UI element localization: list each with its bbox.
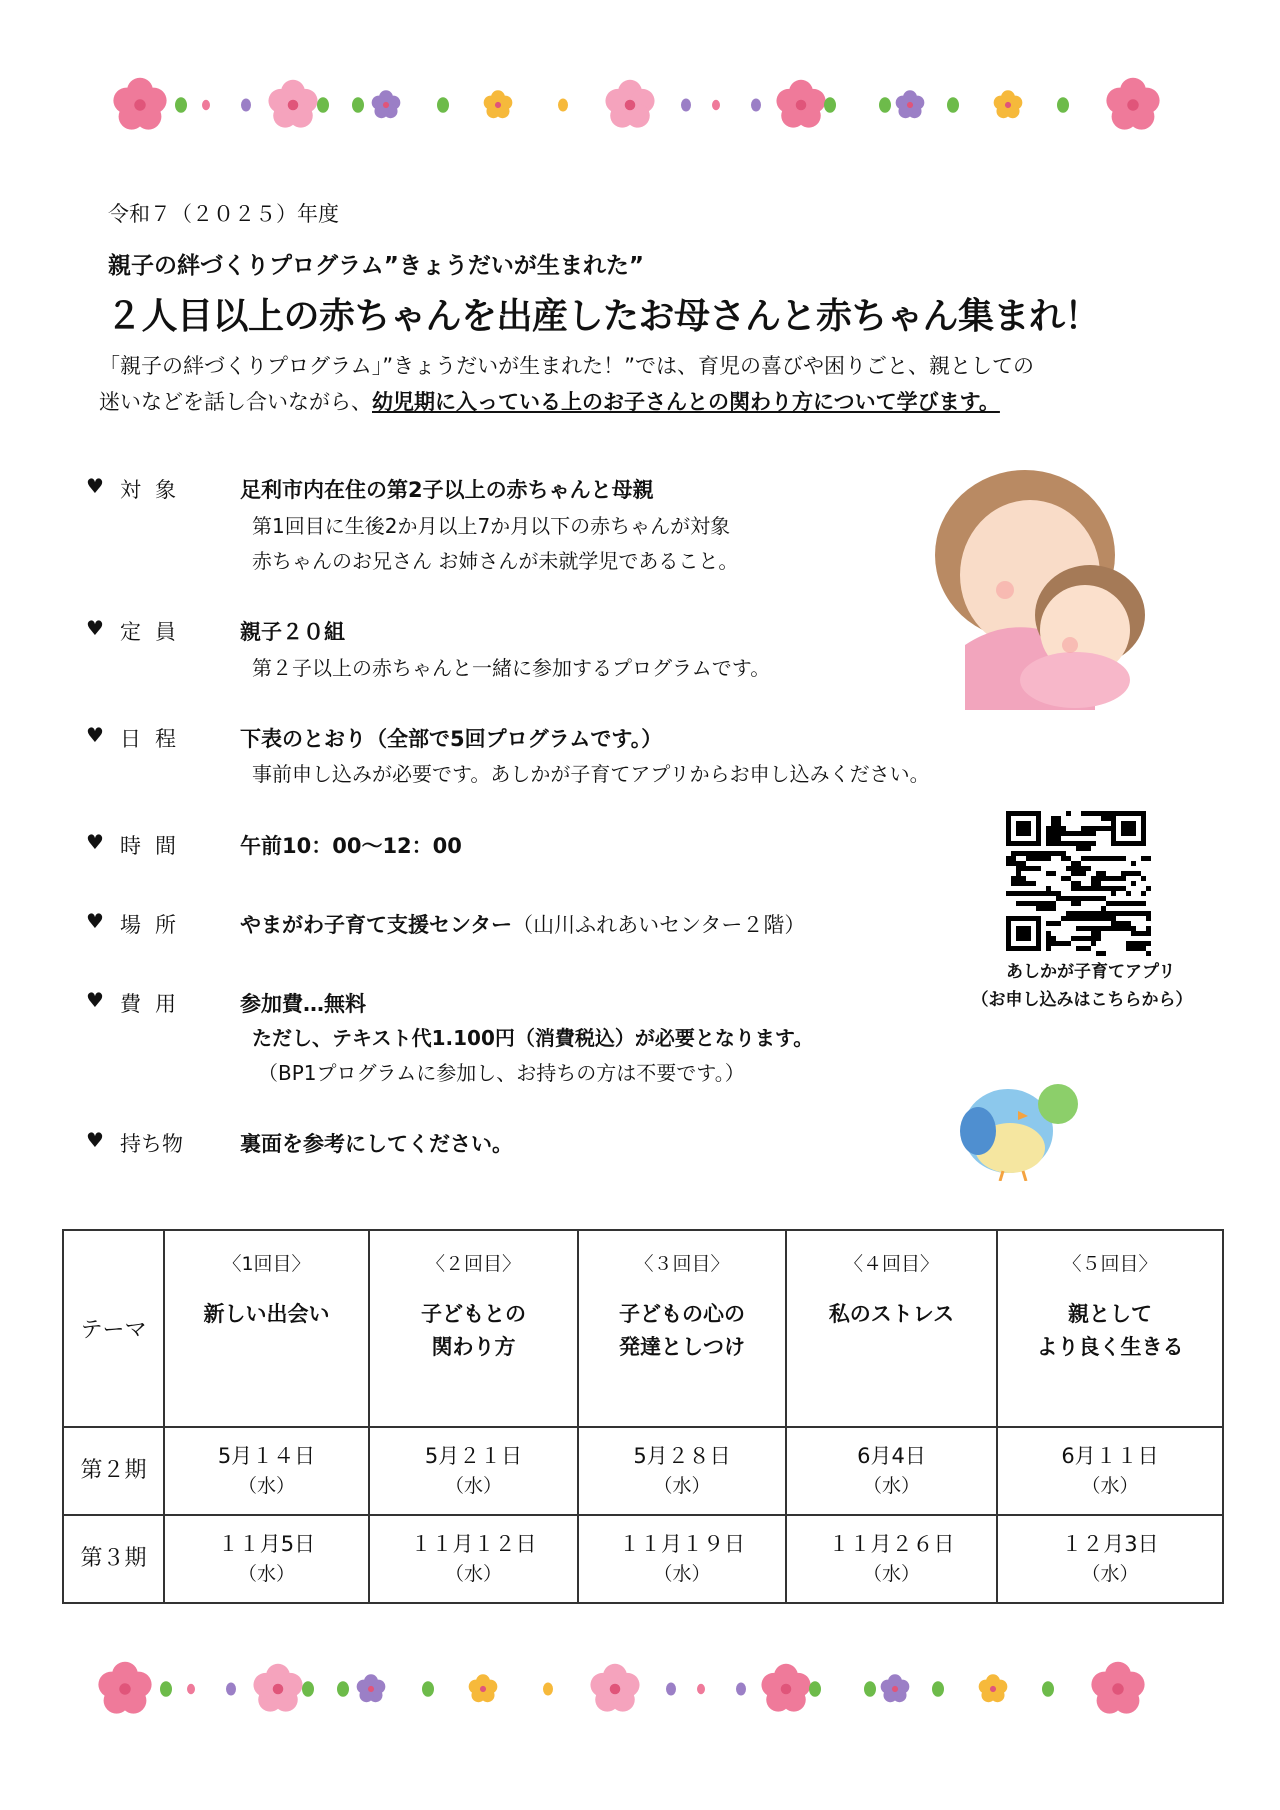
session-theme: 子どもの心の 発達としつけ: [619, 1302, 745, 1359]
flower-icon: [98, 1662, 151, 1714]
session-number: 〈５回目〉: [1062, 1253, 1158, 1275]
heart-icon: ♥: [86, 830, 104, 854]
heart-icon: ♥: [86, 616, 104, 640]
dot-icon: [879, 97, 891, 113]
flower-icon: [605, 80, 654, 128]
dot-icon: [751, 99, 761, 112]
intro-line-2: [99, 386, 1000, 416]
place-name: やまがわ子育て支援センター: [240, 913, 513, 937]
term-label: 第３期: [63, 1515, 164, 1603]
dot-icon: [337, 1681, 349, 1697]
qr-caption-note: （お申し込みはこちらから）: [971, 990, 1193, 1010]
flower-icon: [896, 90, 925, 118]
weekday: （水）: [1081, 1475, 1139, 1497]
dot-icon: [809, 1681, 821, 1697]
capacity-detail: 第２子以上の赤ちゃんと一緒に参加するプログラムです。: [252, 656, 771, 680]
flower-border-bottom: [0, 1654, 1280, 1724]
session-theme: 私のストレス: [828, 1302, 955, 1326]
dot-icon: [543, 1683, 553, 1696]
flower-icon: [979, 1674, 1008, 1702]
flower-icon: [484, 90, 513, 118]
flower-icon: [357, 1674, 386, 1702]
intro-plain: 迷いなどを話し合いながら、: [99, 390, 372, 414]
flower-icon: [776, 80, 825, 128]
flower-icon: [469, 1674, 498, 1702]
dot-icon: [241, 99, 251, 112]
weekday: （水）: [1081, 1563, 1139, 1585]
session-2: [369, 1230, 578, 1427]
flower-icon: [253, 1664, 302, 1712]
dot-icon: [1042, 1681, 1054, 1697]
flower-icon: [372, 90, 401, 118]
dot-icon: [437, 97, 449, 113]
label-schedule: 日程: [120, 727, 190, 751]
weekday: （水）: [444, 1563, 502, 1585]
session-theme: 子どもとの 関わり方: [421, 1302, 526, 1359]
bird-illustration: [948, 1076, 1088, 1181]
dot-icon: [736, 1683, 746, 1696]
dot-icon: [947, 97, 959, 113]
mother-baby-illustration: [925, 465, 1170, 710]
date: 6月１１日: [1061, 1444, 1159, 1468]
date-cell: [369, 1515, 578, 1603]
dot-icon: [712, 100, 720, 110]
flower-border-top: [0, 70, 1280, 140]
qr-finder: [1016, 926, 1031, 941]
place-main: [240, 909, 805, 939]
page-title: ２人目以上の赤ちゃんを出産したお母さんと赤ちゃん集まれ！: [106, 296, 1101, 337]
session-3: [578, 1230, 786, 1427]
session-number: 〈３回目〉: [634, 1253, 730, 1275]
term-label: 第２期: [63, 1427, 164, 1515]
session-number: 〈1回目〉: [222, 1253, 311, 1275]
intro-line-1: 「親子の絆づくりプログラム」”きょうだいが生まれた！”では、育児の喜びや困りごと、親としての: [99, 354, 1035, 378]
weekday: （水）: [653, 1563, 711, 1585]
flower-icon: [761, 1664, 810, 1712]
weekday: （水）: [653, 1475, 711, 1497]
label-capacity: 定員: [120, 620, 190, 644]
date: １１月5日: [217, 1532, 316, 1556]
dot-icon: [697, 1684, 705, 1694]
theme-label: テーマ: [63, 1230, 164, 1427]
fee-main: 参加費…無料: [240, 992, 366, 1016]
date-cell: [786, 1515, 997, 1603]
label-target: 対象: [120, 478, 190, 502]
date: １２月3日: [1061, 1532, 1159, 1556]
fee-detail-2: （BP1プログラムに参加し、お持ちの方は不要です。）: [258, 1061, 745, 1085]
table-row: [63, 1427, 1223, 1515]
date: １１月１２日: [410, 1532, 537, 1556]
dot-icon: [422, 1681, 434, 1697]
session-number: 〈４回目〉: [843, 1253, 939, 1275]
qr-code[interactable]: [1006, 811, 1151, 956]
label-belongings: 持ち物: [120, 1132, 183, 1156]
label-fee: 費用: [120, 992, 190, 1016]
dot-icon: [302, 1681, 314, 1697]
date-cell: [369, 1427, 578, 1515]
session-5: [997, 1230, 1223, 1427]
fiscal-year: 令和７（２０２５）年度: [108, 202, 339, 226]
flower-icon: [590, 1664, 639, 1712]
flower-icon: [1106, 78, 1159, 130]
time-main: 午前10：00～12：00: [240, 834, 462, 858]
target-detail-1: 第1回目に生後2か月以上7か月以下の赤ちゃんが対象: [252, 514, 731, 538]
dot-icon: [202, 100, 210, 110]
weekday: （水）: [444, 1475, 502, 1497]
weekday: （水）: [237, 1475, 295, 1497]
flower-icon: [268, 80, 317, 128]
heart-icon: ♥: [86, 723, 104, 747]
heart-icon: ♥: [86, 988, 104, 1012]
qr-finder: [1121, 821, 1136, 836]
flower-icon: [1091, 1662, 1144, 1714]
dot-icon: [932, 1681, 944, 1697]
date: 5月１４日: [217, 1444, 316, 1468]
heart-icon: ♥: [86, 1128, 104, 1152]
date: １１月２６日: [828, 1532, 955, 1556]
schedule-main: 下表のとおり（全部で5回プログラムです。）: [240, 727, 663, 751]
dot-icon: [864, 1681, 876, 1697]
dot-icon: [681, 99, 691, 112]
schedule-table: [62, 1229, 1224, 1604]
weekday: （水）: [237, 1563, 295, 1585]
qr-finder: [1016, 821, 1031, 836]
capacity-main: 親子２０組: [240, 620, 345, 644]
dot-icon: [824, 97, 836, 113]
date: 5月２８日: [633, 1444, 731, 1468]
schedule-detail: 事前申し込みが必要です。あしかが子育てアプリからお申し込みください。: [252, 762, 930, 786]
heart-icon: ♥: [86, 909, 104, 933]
heart-icon: ♥: [86, 474, 104, 498]
dot-icon: [1057, 97, 1069, 113]
date-cell: [164, 1515, 369, 1603]
intro-underlined: 幼児期に入っている上のお子さんとの関わり方について学びます。: [372, 390, 1000, 414]
dot-icon: [226, 1683, 236, 1696]
program-name: 親子の絆づくりプログラム”きょうだいが生まれた”: [108, 253, 645, 279]
dot-icon: [558, 99, 568, 112]
date-cell: [164, 1427, 369, 1515]
table-row: [63, 1515, 1223, 1603]
date-cell: [997, 1427, 1223, 1515]
dot-icon: [352, 97, 364, 113]
belongings-main: 裏面を参考にしてください。: [240, 1132, 513, 1156]
session-4: [786, 1230, 997, 1427]
session-number: 〈２回目〉: [425, 1253, 521, 1275]
dot-icon: [317, 97, 329, 113]
dot-icon: [175, 97, 187, 113]
dot-icon: [187, 1684, 195, 1694]
weekday: （水）: [862, 1563, 920, 1585]
fee-detail-1: ただし、テキスト代1.100円（消費税込）が必要となります。: [252, 1026, 814, 1050]
flower-icon: [113, 78, 166, 130]
dot-icon: [160, 1681, 172, 1697]
place-note: （山川ふれあいセンター２階）: [512, 913, 806, 937]
session-theme: 親として より良く生きる: [1036, 1302, 1184, 1359]
flower-icon: [994, 90, 1023, 118]
date-cell: [786, 1427, 997, 1515]
date-cell: [578, 1515, 786, 1603]
date: 6月4日: [857, 1444, 926, 1468]
label-time: 時間: [120, 834, 190, 858]
target-detail-2: 赤ちゃんのお兄さん お姉さんが未就学児であること。: [252, 549, 739, 573]
target-main: 足利市内在住の第2子以上の赤ちゃんと母親: [240, 478, 654, 502]
date-cell: [997, 1515, 1223, 1603]
date: １１月１９日: [619, 1532, 745, 1556]
flower-icon: [881, 1674, 910, 1702]
session-1: [164, 1230, 369, 1427]
date-cell: [578, 1427, 786, 1515]
date: 5月２１日: [424, 1444, 523, 1468]
session-theme: 新しい出会い: [203, 1302, 330, 1326]
label-place: 場所: [120, 913, 190, 937]
dot-icon: [666, 1683, 676, 1696]
weekday: （水）: [862, 1475, 920, 1497]
qr-caption: あしかが子育てアプリ: [1006, 962, 1176, 982]
